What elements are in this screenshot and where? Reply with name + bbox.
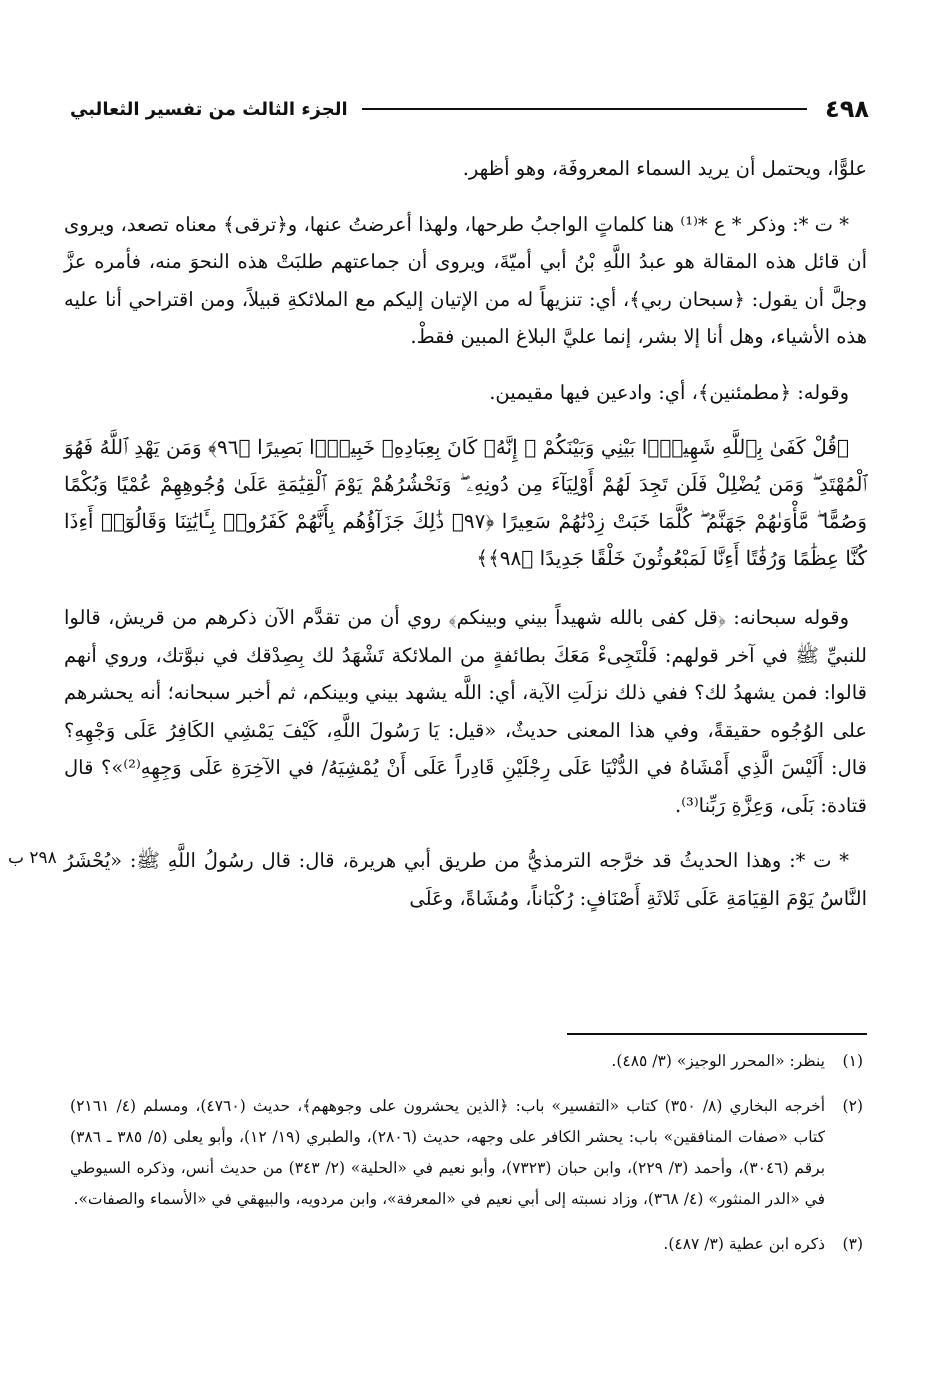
footnote-text: أخرجه البخاري (٨/ ٣٥٠) كتاب «التفسير» باب: ﴿الذين يحشرون على وجوههم﴾، حديث (٤٧٦٠)، ومسلم (٤/ ٢١٦١) كتاب «صفات المنافقين» باب: يحشر الكافر على وجهه، حديث (٢٨٠٦)، والطبري (١٩/ ١٢)، وأبو يعلى (٥/ ٣٨٥ ـ ٣٨٦) برقم (٣٠٤٦)، وأحمد (٣/ ٢٢٩)، وابن حبان (٧٣٢٣)، وأبو نعيم في «الحلية» (٢/ ٣٤٣) من حديث أنس، وذكره السيوطي في «الدر المنثور» (٤/ ٣٦٨)، وزاد نسبته إلى أبي نعيم في «المعرفة»، وابن مردويه، والبيهقي في «الأسماء والصفات».	[70, 1097, 826, 1208]
paragraph-4: وقوله سبحانه: ﴿قل كفى بالله شهيداً بيني وبينكم﴾ روي أن من تقدَّم الآن ذكرهم من قريش، قالوا للنبيِّ ﷺ في آخر قولهم: فَلْتَجِىءْ مَعَكَ بطائفةٍ من الملائكة تَشْهَدُ لك بِصِدْقك في نبوَّتك، وروي أنهم قالوا: فمن يشهدُ لك؟ ففي ذلك نزلَتِ الآية، أي: اللَّه يشهد بيني وبينكم، ثم أخبر سبحانه؛ أنه يحشرهم على الوُجُوه حقيقةً، وفي هذا المعنى حديثٌ، «قيل: يَا رَسُولَ اللَّهِ، كَيْفَ يَمْشِي الكَافِرُ عَلَى وَجْهِهِ؟ قال: أَلَيْسَ الَّذِي أَمْشَاهُ في الدُّنْيَا عَلَى رِجْلَيْنِ قَادِراً عَلَى أَنْ يُمْشِيَهُ/ في الآخِرَةِ عَلَى وَجِهِهِ⁽²⁾»؟ قال قتادة: بَلَى، وَعِزَّةِ رَبِّنا⁽³⁾.	[64, 606, 868, 817]
quran-verses: ﴿قُلْ كَفَىٰ بِٱللَّهِ شَهِيدًۢا بَيْنِي وَبَيْنَكُمْ ۚ إِنَّهُۥ كَانَ بِعِبَادِهِۦ خَبِيرًۢا بَصِيرًا ﴿٩٦﴾ وَمَن يَهْدِ ٱللَّهُ فَهُوَ ٱلْمُهْتَدِ ۖ وَمَن يُضْلِلْ فَلَن تَجِدَ لَهُمْ أَوْلِيَآءَ مِن دُونِهِۦ ۖ وَنَحْشُرُهُمْ يَوْمَ ٱلْقِيَٰمَةِ عَلَىٰ وُجُوهِهِمْ عُمْيًا وَبُكْمًا وَصُمًّا ۖ مَّأْوَىٰهُمْ جَهَنَّمُ ۖ كُلَّمَا خَبَتْ زِدْنَٰهُمْ سَعِيرًا ﴿٩٧﴾ ذَٰلِكَ جَزَآؤُهُم بِأَنَّهُمْ كَفَرُوا۟ بِـَٔايَٰتِنَا وَقَالُوٓا۟ أَءِذَا كُنَّا عِظَٰمًا وَرُفَٰتًا أَءِنَّا لَمَبْعُوثُونَ خَلْقًا جَدِيدًا ﴿٩٨﴾﴾	[64, 435, 867, 570]
footnote-text: ينظر: «المحرر الوجيز» (٣/ ٤٨٥).	[611, 1052, 825, 1070]
footnotes	[70, 1046, 863, 1274]
footnote-number: (٣)	[842, 1235, 863, 1253]
footnote-number: (١)	[842, 1052, 863, 1070]
header-rule	[362, 108, 807, 110]
paragraph-1: علوًّا، ويحتمل أن يريد السماء المعروفَة، وهو أظهر.	[462, 157, 867, 180]
paragraph-3: وقوله: ﴿مطمئنين﴾، أي: وادعين فيها مقيمين.	[489, 380, 849, 404]
running-title: الجزء الثالث من تفسير الثعالبي	[70, 98, 348, 120]
footnote-text: ذكره ابن عطية (٣/ ٤٨٧).	[663, 1235, 825, 1253]
footnote-number: (٢)	[842, 1097, 863, 1115]
footnote-3	[70, 1229, 863, 1260]
main-text	[64, 150, 867, 935]
footnote-2	[70, 1091, 863, 1215]
footnote-divider	[567, 1033, 867, 1035]
page-header	[70, 92, 869, 126]
manuscript-folio-marker: ٢٩٨ ب	[8, 848, 57, 868]
footnote-1	[70, 1046, 863, 1077]
paragraph-5: * ت *: وهذا الحديثُ قد خرَّجه الترمذيُّ من طريق أبي هريرة، قال: قال رسُولُ اللَّهِ ﷺ: «يُحْشَرُ النَّاسُ يَوْمَ القِيَامَةِ عَلَى ثَلاثَةِ أَصْنَافٍ: رُكْبَاناً، ومُشَاةً، وعَلَى	[64, 849, 867, 910]
page-number: ٤٩٨	[825, 95, 869, 123]
paragraph-2: * ت *: وذكر * ع *⁽¹⁾ هنا كلماتٍ الواجبُ طرحها، ولهذا أعرضتُ عنها، و﴿ترقى﴾ معناه تصعد، ويروى أن قائل هذه المقالة هو عبدُ اللَّهِ بْنُ أبي أميّةَ، ويروى أن جماعتهم طلبَتْ هذه النحوَ منه، فأمره عزَّ وجلَّ أن يقول: ﴿سبحان ربي﴾، أي: تنزيهاً له من الإتيان إليكم مع الملائكةِ قبيلاً، ومن اقتراحي أنا عليه هذه الأشياء، وهل أنا إلا بشر، إنما عليَّ البلاغ المبين فقطْ.	[64, 212, 867, 348]
